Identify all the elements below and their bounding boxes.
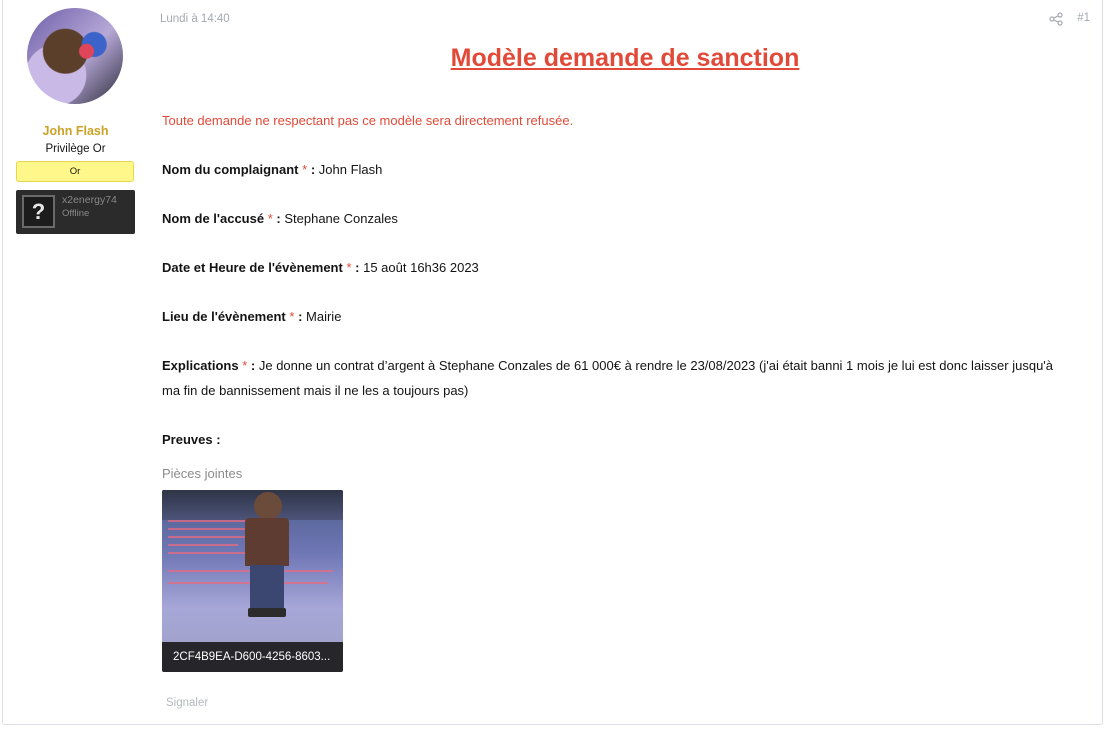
field-value: John Flash	[318, 162, 383, 177]
forum-post	[2, 0, 1103, 725]
field-label: Date et Heure de l'évènement	[162, 260, 343, 275]
required-star: *	[346, 260, 352, 275]
field-complainant	[162, 157, 1067, 182]
username[interactable]: John Flash	[42, 124, 109, 138]
field-separator: :	[250, 358, 256, 373]
field-location	[162, 304, 1067, 329]
required-star: *	[242, 358, 248, 373]
steam-status: Offline	[62, 208, 90, 219]
thumbnail-image	[245, 518, 289, 566]
field-value: Stephane Conzales	[284, 211, 398, 226]
field-separator: :	[355, 260, 360, 275]
steam-profile-card[interactable]	[16, 190, 135, 234]
thumbnail-image	[254, 492, 282, 520]
field-label: Lieu de l'évènement	[162, 309, 286, 324]
post-number[interactable]: #1	[1077, 12, 1090, 24]
attachments-label: Pièces jointes	[162, 466, 243, 481]
post-date[interactable]: Lundi à 14:40	[160, 13, 230, 25]
user-title: Privilège Or	[45, 143, 106, 155]
template-warning: Toute demande ne respectant pas ce modèle sera directement refusée.	[162, 113, 574, 128]
required-star: *	[289, 309, 295, 324]
report-link[interactable]: Signaler	[166, 697, 209, 709]
thumbnail-image	[168, 582, 328, 584]
field-datetime	[162, 255, 1067, 280]
field-value: 15 août 16h36 2023	[363, 260, 479, 275]
field-value: Je donne un contrat d’argent à Stephane Conzales de 61 000€ à rendre le 23/08/2023 (j'ai était banni 1 mois je lui est donc laisser jusqu'à ma fin de bannissement mais il ne les a toujours pas)	[162, 358, 1054, 398]
field-label: Preuves :	[162, 432, 221, 447]
field-accused	[162, 206, 1067, 231]
unknown-avatar-icon: ?	[22, 195, 55, 228]
thumbnail-image	[248, 608, 286, 617]
field-label: Explications	[162, 358, 239, 373]
thumbnail-image	[162, 490, 343, 520]
field-separator: :	[276, 211, 281, 226]
thumbnail-image	[168, 544, 238, 546]
user-banner: Or	[16, 161, 134, 182]
field-value: Mairie	[306, 309, 342, 324]
required-star: *	[267, 211, 273, 226]
attachment-thumbnail[interactable]	[162, 490, 343, 672]
avatar[interactable]	[27, 8, 123, 104]
attachment-filename: 2CF4B9EA-D600-4256-8603...	[162, 642, 343, 672]
steam-username: x2energy74	[62, 194, 117, 206]
required-star: *	[302, 162, 308, 177]
share-icon[interactable]	[1049, 12, 1063, 26]
thumbnail-image	[250, 565, 284, 610]
field-label: Nom du complaignant	[162, 162, 299, 177]
field-separator: :	[310, 162, 316, 177]
field-label: Nom de l'accusé	[162, 211, 265, 226]
field-explanations	[162, 353, 1067, 403]
field-separator: :	[298, 309, 303, 324]
field-proofs	[162, 427, 1067, 452]
post-title: Modèle demande de sanction	[450, 44, 800, 72]
